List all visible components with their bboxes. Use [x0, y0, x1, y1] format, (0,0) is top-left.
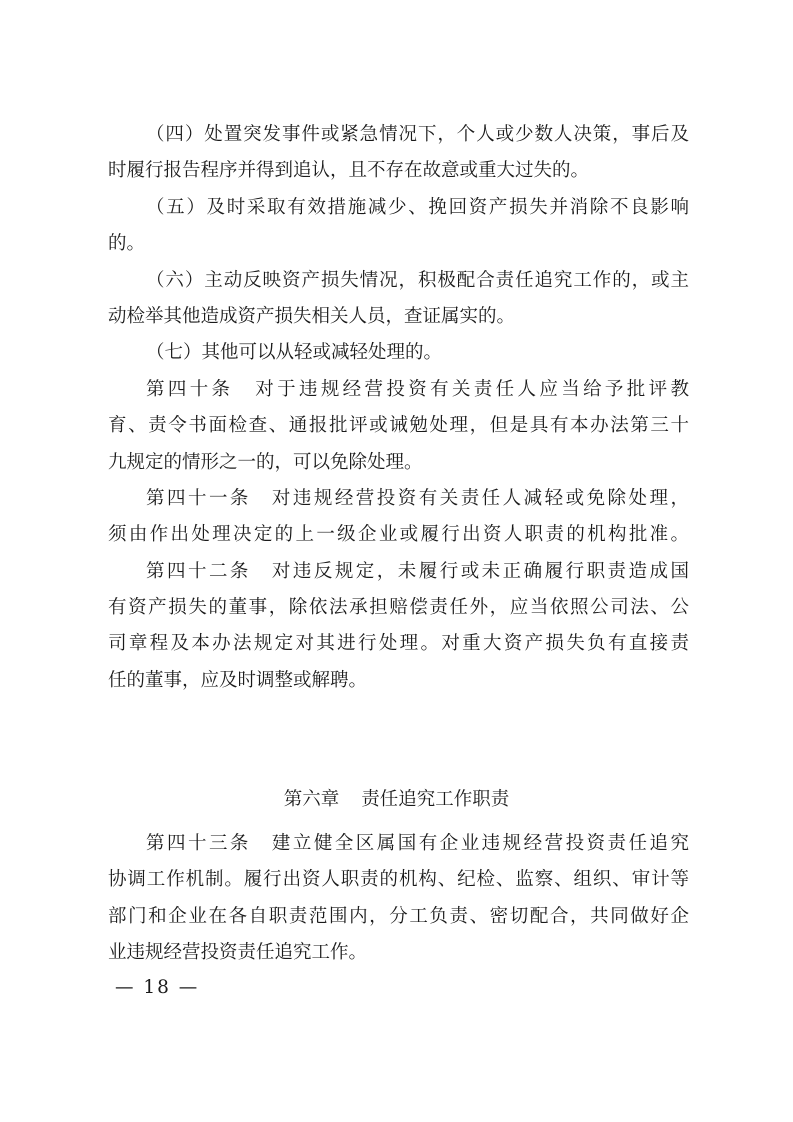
item-six-line-2: 动检举其他造成资产损失相关人员，查证属实的。 — [108, 305, 516, 327]
article-42-line-1: 第四十二条 对违反规定，未履行或未正确履行职责造成国 — [146, 560, 689, 582]
article-43-line-3: 部门和企业在各自职责范围内，分工负责、密切配合，共同做好企 — [108, 905, 689, 927]
article-40-line-3: 九规定的情形之一的，可以免除处理。 — [108, 451, 423, 473]
page-number: — 18 — — [115, 977, 200, 998]
item-five-line-2: 的。 — [108, 233, 146, 255]
article-42-line-2: 有资产损失的董事，除依法承担赔偿责任外，应当依照公司法、公 — [108, 597, 689, 619]
chapter-heading — [0, 782, 793, 818]
item-five-line-1: （五）及时采取有效措施减少、挽回资产损失并消除不良影响 — [146, 196, 689, 218]
item-four-line-2: 时履行报告程序并得到追认，且不存在故意或重大过失的。 — [108, 160, 590, 182]
article-40-line-2: 育、责令书面检查、通报批评或诫勉处理，但是具有本办法第三十 — [108, 415, 689, 437]
article-42-line-3: 司章程及本办法规定对其进行处理。对重大资产损失负有直接责 — [108, 633, 689, 655]
article-43-line-2: 协调工作机制。履行出资人职责的机构、纪检、监察、组织、审计等 — [108, 869, 689, 891]
article-41-line-2: 须由作出处理决定的上一级企业或履行出资人职责的机构批准。 — [108, 524, 689, 546]
article-40-line-1: 第四十条 对于违规经营投资有关责任人应当给予批评教 — [146, 378, 689, 400]
body-text-bottom — [108, 826, 689, 972]
body-text-top — [108, 117, 689, 699]
item-seven-line-1: （七）其他可以从轻或减轻处理的。 — [146, 342, 443, 364]
chapter-number: 第六章 — [283, 789, 340, 810]
chapter-title-text: 责任追究工作职责 — [361, 789, 510, 810]
article-43-line-1: 第四十三条 建立健全区属国有企业违规经营投资责任追究 — [146, 833, 689, 854]
item-four-line-1: （四）处置突发事件或紧急情况下，个人或少数人决策，事后及 — [146, 124, 689, 145]
article-42-line-4: 任的董事，应及时调整或解聘。 — [108, 669, 368, 691]
item-six-line-1: （六）主动反映资产损失情况，积极配合责任追究工作的，或主 — [146, 269, 689, 291]
article-43-line-4: 业违规经营投资责任追究工作。 — [108, 942, 368, 964]
article-41-line-1: 第四十一条 对违规经营投资有关责任人减轻或免除处理， — [146, 487, 689, 509]
